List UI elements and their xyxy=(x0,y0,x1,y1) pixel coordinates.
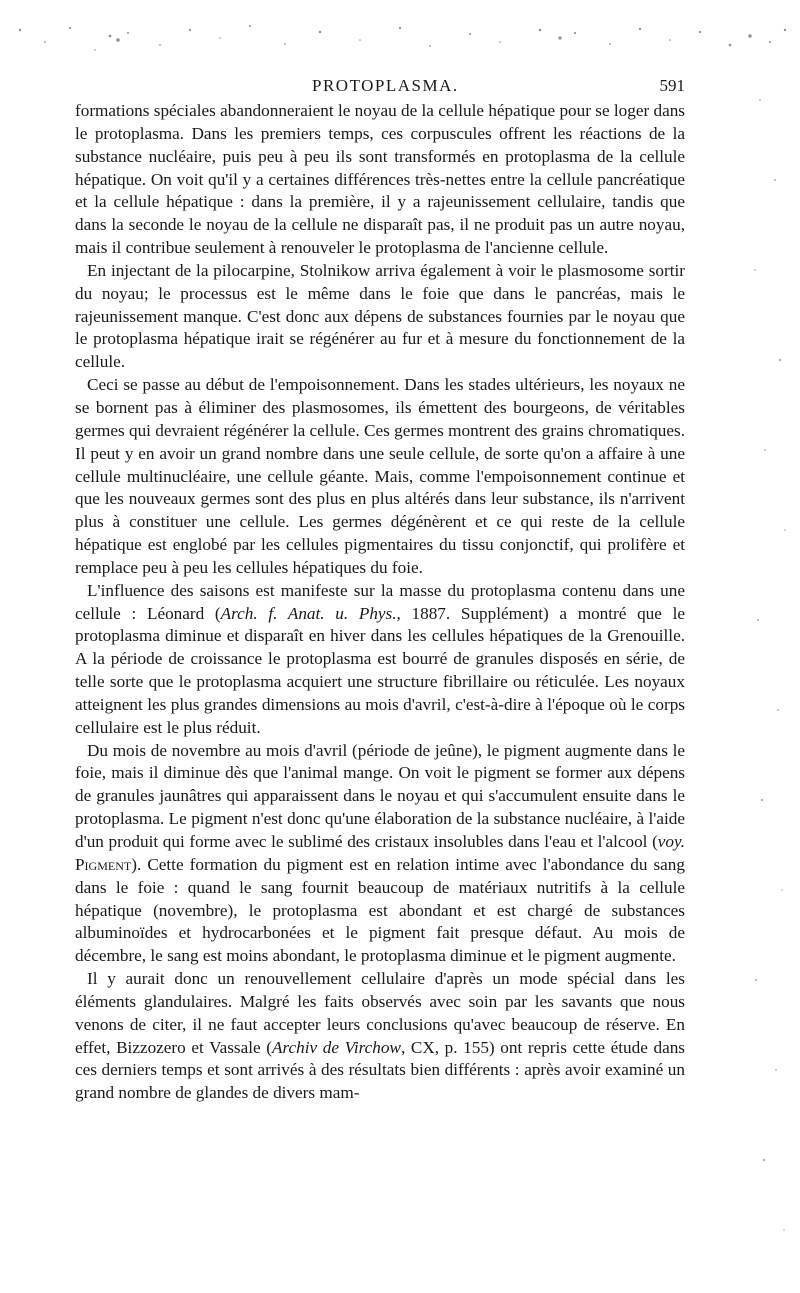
paragraph-text: En injectant de la pilocarpine, Stolnikow arriva également à voir le plasmosome sortir du noyau; le processus est le même dans le foie que dans le pancréas, mais le rajeunissement manque. C'est donc aux dépens de substances fournies par le noyau que le protoplasma hépatique irait se régénérer au fur et à mesure du fonctionnement de la cellule. xyxy=(75,260,685,372)
page-header xyxy=(75,70,685,100)
paragraph xyxy=(75,740,685,968)
cross-reference-term: Pigment xyxy=(75,854,132,874)
running-title: PROTOPLASMA. xyxy=(312,76,459,95)
cross-reference-voy: voy. xyxy=(657,832,685,851)
body-text xyxy=(75,100,685,1105)
paragraph-text: Ceci se passe au début de l'empoisonnement. Dans les stades ultérieurs, les noyaux ne se bornent pas à éliminer des plasmosomes, ils émettent des bourgeons, de véritables germes qui devraient régénérer la cellule. Ces germes montrent des grains chromatiques. Il peut y en avoir un grand nombre dans une seule cellule, de sorte qu'on a affaire à une cellule multinucléaire, une cellule géante. Mais, comme l'empoisonnement continue et que les nouveaux germes sont des plus en plus altérés dans leur substance, ils n'arrivent plus à constituer une cellule. Les germes dégénèrent et ce qui reste de la cellule hépatique est englobé par les cellules pigmentaires du tissu conjonctif, qui prolifère et remplace peu à peu les cellules hépatiques du foie. xyxy=(75,375,685,577)
citation-title: Archiv de Virchow xyxy=(271,1037,401,1057)
paragraph-text: L'influence des saisons est manifeste sur la masse du protoplasma contenu dans une cellule : Léonard ( xyxy=(75,580,685,623)
paragraph-text: ). Cette formation du pigment est en relation intime avec l'abondance du sang dans le foie : quand le sang fournit beaucoup de matériaux nutritifs à la cellule hépatique (novembre), le protoplasma est abondant et est chargé de substances albuminoïdes et hydrocarbonées et le pigment fait presque défaut. Au mois de décembre, le sang est moins abondant, le protoplasma diminue et le pigment augmente. xyxy=(75,854,685,966)
paragraph-text: , CX, p. 155) ont repris cette étude dans ces derniers temps et sont arrivés à des résultats bien différents : après avoir examiné un grand nombre de glandes de divers mam- xyxy=(75,1037,685,1103)
scan-noise-top xyxy=(0,0,800,70)
paragraph xyxy=(75,100,685,260)
paragraph xyxy=(75,374,685,580)
page-number: 591 xyxy=(659,76,685,95)
paragraph xyxy=(75,580,685,740)
citation-title: Arch. f. Anat. u. Phys. xyxy=(220,603,397,623)
paragraph-text: formations spéciales abandonneraient le noyau de la cellule hépatique pour se loger dans le protoplasma. Dans les premiers temps, ces corpuscules offrent les réactions de la substance nucléaire, puis peu à peu ils sont transformés en protoplasma de la cellule hépatique. On voit qu'il y a certaines différences très-nettes entre la cellule pancréatique et la cellule hépatique : dans la première, il y a rajeunissement cellulaire, tandis que dans la seconde le noyau de la cellule ne disparaît pas, il ne produit pas un autre noyau, mais il contribue seulement à renouveler le protoplasma de l'ancienne cellule. xyxy=(75,101,685,258)
paragraph xyxy=(75,968,685,1105)
scan-noise-margin xyxy=(740,60,800,1260)
paragraph-text: Il y aurait donc un renouvellement cellulaire d'après un mode spécial dans les éléments glandulaires. Malgré les faits observés avec soin par les savants que nous venons de citer, il ne faut accepter leurs conclusions qu'avec beaucoup de réserve. En effet, Bizzozero et Vassale ( xyxy=(75,969,685,1057)
paragraph xyxy=(75,260,685,374)
paragraph-text: , 1887. Supplément) a montré que le protoplasma diminue et disparaît en hiver dans les cellules hépatiques de la Grenouille. A la période de croissance le protoplasma est bourré de granules disposés en série, de telle sorte que le protoplasma acquiert une structure fibrillaire ou réticulée. Les noyaux atteignent les plus grandes dimensions au mois d'avril, c'est-à-dire à l'époque où le corps cellulaire est le plus réduit. xyxy=(75,603,685,737)
paragraph-text: Du mois de novembre au mois d'avril (période de jeûne), le pigment augmente dans le foie, mais il diminue dès que l'animal mange. On voit le pigment se former aux dépens de granules jaunâtres qui apparaissent dans le noyau et qui s'accumulent ensuite dans le protoplasma. Le pigment n'est donc qu'une élaboration de la substance nucléaire, à l'aide d'un produit qui forme avec le sublimé des cristaux insolubles dans l'eau et l'alcool ( xyxy=(75,740,685,851)
